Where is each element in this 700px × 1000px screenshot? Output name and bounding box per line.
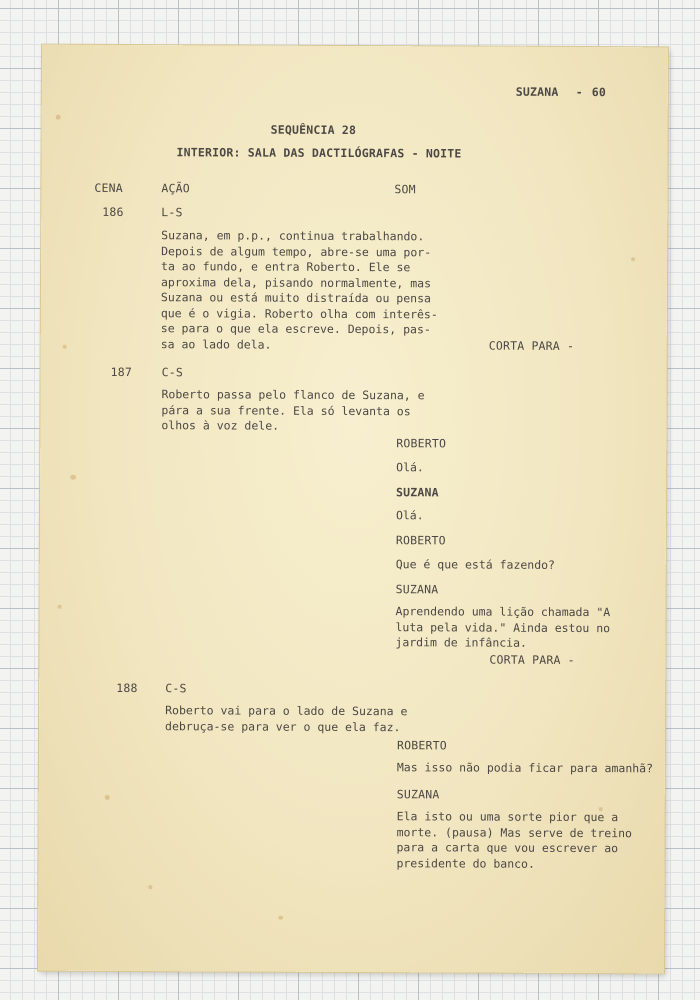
shot-type: C-S [161,365,184,380]
dialogue-text [396,809,632,872]
dialogue-speaker: ROBERTO [395,533,446,548]
dialogue-line: presidente do banco. [396,855,535,871]
action-line: sa ao lado dela. [160,336,272,352]
dialogue-speaker: ROBERTO [396,436,447,451]
dialogue-line: luta pela vida." Ainda estou no [395,619,611,635]
dialogue-speaker: SUZANA [395,582,439,597]
dialogue-text [396,557,555,573]
dialogue-speaker: SUZANA [396,787,440,802]
action-line: Roberto passa pelo flanco de Suzana, e [161,387,425,403]
sequence-title: SEQUÊNCIA 28 [270,122,357,138]
script-page [38,45,668,974]
action-block [165,703,407,735]
scene-number: 188 [116,680,138,696]
dialogue-line: jardim de infância. [395,635,528,650]
action-block [161,387,424,435]
page-label: SUZANA [515,84,559,99]
stain-spot [631,257,635,261]
stain-spot [148,885,152,889]
column-header-scene: CENA [94,180,123,195]
dialogue-line: Aprendendo uma lição chamada "A [395,604,611,620]
sequence-location: INTERIOR: SALA DAS DACTILÓGRAFAS - NOITE [176,145,462,161]
action-line: Depois de algum tempo, abre-se uma por- [161,243,432,259]
action-line: que é o vigia. Roberto olha com interês- [160,305,438,321]
dialogue-line: Olá. [395,508,424,523]
action-block [161,228,438,353]
action-line: Suzana ou está muito distraída ou pensa [160,290,431,306]
dialogue-text [396,508,424,524]
stain-spot [278,916,283,920]
action-line: pára a sua frente. Ela só levanta os [161,402,411,418]
action-line: Roberto vai para o lado de Suzana e [165,703,408,719]
dialogue-line: Que é que está fazendo? [395,557,556,572]
dialogue-line: Ela isto ou uma sorte pior que a [396,809,619,825]
stain-spot [58,605,62,609]
action-line: aproxima dela, pisando normalmente, mas [160,274,432,290]
action-line: debruça-se para ver o que ela faz. [165,718,401,734]
dialogue-text [395,604,610,651]
dialogue-speaker: ROBERTO [396,738,447,753]
stain-spot [56,115,61,120]
stain-spot [63,345,67,349]
dialogue-speaker: SUZANA [396,485,439,500]
page-dash: - [575,84,583,99]
dialogue-line: morte. (pausa) Mas serve de treino [396,824,633,840]
action-line: ta ao fundo, e entra Roberto. Ele se [161,259,411,275]
action-line: se para o que ela escreve. Depois, pas- [160,321,431,337]
page-number: 60 [591,85,607,100]
action-line: olhos à voz dele. [161,418,280,433]
shot-type: C-S [165,681,187,696]
column-header-sound: SOM [394,182,416,197]
stain-spot [105,795,110,800]
transition: CORTA PARA - [488,338,575,353]
scene-number: 187 [110,364,133,380]
scene-number: 186 [102,204,124,219]
dialogue-line: para a carta que vou escrever ao [396,840,619,856]
dialogue-line: Mas isso não podia ficar para amanhã? [396,760,654,776]
dialogue-text [397,760,653,777]
transition: CORTA PARA - [489,652,575,667]
dialogue-text [396,460,424,476]
shot-type: L-S [161,205,183,220]
stain-spot [70,475,76,480]
column-header-action: AÇÃO [161,181,190,196]
dialogue-line: Olá. [396,460,424,475]
action-line: Suzana, em p.p., continua trabalhando. [161,228,425,244]
